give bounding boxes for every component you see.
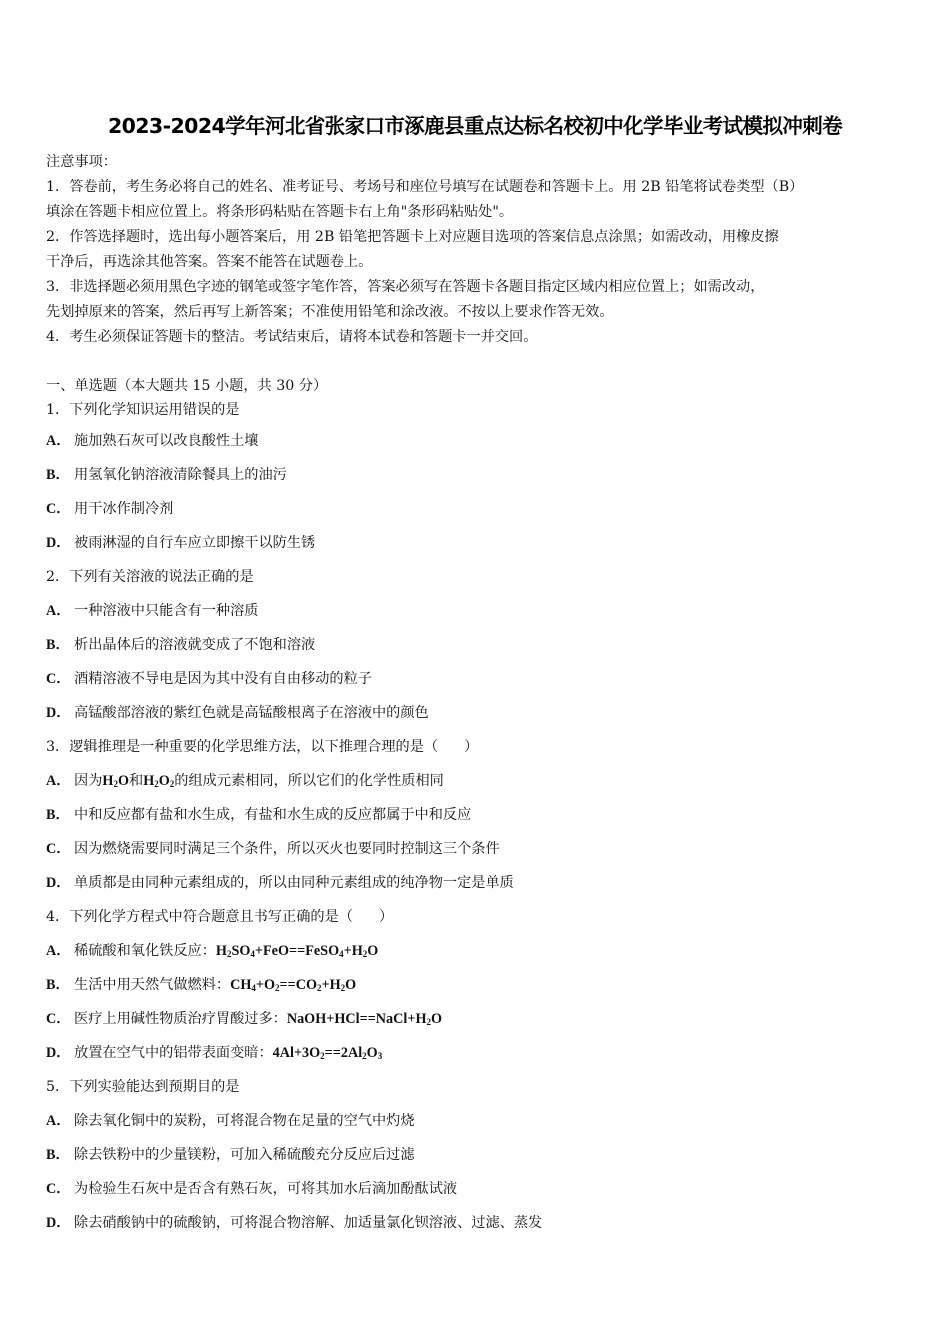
option-text: 放置在空气中的铝带表面变暗： [74,1045,273,1061]
formula-h2o: $H_2O$ [102,773,129,789]
question-number: 5． [46,1079,70,1095]
option-letter: B． [46,977,70,993]
notice-line: 2．作答选择题时，选出每小题答案后，用 2B 铅笔把答题卡上对应题目选项的答案信息点涂黑；如需改动，用橡皮擦 [46,229,779,245]
option-text: 除去硝酸钠中的硫酸钠，可将混合物溶解、加适量氯化钡溶液、过滤、蒸发 [74,1215,543,1231]
question-5-stem [46,1075,906,1109]
question-3-option-d [46,871,906,905]
option-letter: B． [46,637,70,653]
question-4-option-a [46,939,906,973]
question-number: 2． [46,569,70,585]
formula-h2o2: $H_2O_2$ [143,773,175,789]
option-text: 被雨淋湿的自行车应立即擦干以防生锈 [74,535,316,551]
option-text: 因为 [74,773,103,789]
option-text: 为检验生石灰中是否含有熟石灰，可将其加水后滴加酚酞试液 [74,1181,458,1197]
chemical-equation: $H_2SO_4+FeO==FeSO_4+H_2O$ [215,943,379,959]
question-1-option-c [46,497,906,531]
question-paren-close: ） [378,909,394,925]
option-letter: C． [46,671,71,687]
option-letter: C． [46,501,71,517]
option-text: 除去氧化铜中的炭粉，可将混合物在足量的空气中灼烧 [74,1113,415,1129]
option-text: 施加熟石灰可以改良酸性土壤 [74,433,259,449]
question-3-option-b [46,803,906,837]
question-5-option-d [46,1211,906,1245]
question-5-option-a [46,1109,906,1143]
question-text: 下列化学方程式中符合题意且书写正确的是（ [69,909,353,925]
question-3-option-a [46,769,906,803]
notice-line: 4．考生必须保证答题卡的整洁。考试结束后，请将本试卷和答题卡一并交回。 [46,329,538,345]
option-letter: D． [46,705,71,721]
option-letter: B． [46,1147,70,1163]
option-letter: A． [46,603,71,619]
question-text: 下列实验能达到预期目的是 [69,1079,240,1095]
option-text: 单质都是由同种元素组成的，所以由同种元素组成的纯净物一定是单质 [74,875,514,891]
option-letter: C． [46,1181,71,1197]
question-2-option-b [46,633,906,667]
option-letter: B． [46,807,70,823]
option-text: 生活中用天然气做燃料： [74,977,231,993]
option-letter: D． [46,535,71,551]
question-1-option-a [46,429,906,463]
option-letter: D． [46,1215,71,1231]
question-4-option-c [46,1007,906,1041]
question-text: 下列化学知识运用错误的是 [69,402,240,418]
notice-heading: 注意事项： [46,154,117,170]
question-1-option-d [46,531,906,565]
option-text: 和 [128,773,144,789]
option-text: 酒精溶液不导电是因为其中没有自由移动的粒子 [74,671,372,687]
question-1-option-b [46,463,906,497]
option-letter: C． [46,841,71,857]
notice-line: 先划掉原来的答案，然后再写上新答案；不准使用铅笔和涂改液。不按以上要求作答无效。 [46,304,614,320]
question-number: 3． [46,739,70,755]
notice-line: 干净后，再选涂其他答案。答案不能答在试题卷上。 [46,254,373,270]
question-4-stem [46,905,906,939]
option-text: 用干冰作制冷剂 [74,501,174,517]
option-text: 稀硫酸和氧化铁反应： [74,943,216,959]
option-letter: A． [46,433,71,449]
question-4-option-d [46,1041,906,1075]
chemical-equation: $CH_4+O_2==CO_2+H_2O$ [230,977,357,993]
question-3-option-c [46,837,906,871]
question-number: 4． [46,909,70,925]
option-text: 的组成元素相同，所以它们的化学性质相同 [174,773,444,789]
question-text: 逻辑推理是一种重要的化学思维方法，以下推理合理的是（ [69,739,439,755]
option-letter: A． [46,1113,71,1129]
option-text: 析出晶体后的溶液就变成了不饱和溶液 [74,637,316,653]
notice-block [46,150,906,350]
chemical-equation: $NaOH+HCl==NaCl+H_2O$ [286,1011,443,1027]
option-text: 用氢氧化钠溶液清除餐具上的油污 [74,467,287,483]
question-2-option-a [46,599,906,633]
section-heading: 一、单选题（本大题共 15 小题，共 30 分） [46,378,328,394]
question-1-stem [46,398,906,429]
option-text: 一种溶液中只能含有一种溶质 [74,603,259,619]
notice-line: 3．非选择题必须用黑色字迹的钢笔或签字笔作答，答案必须写在答题卡各题目指定区域内相应位置上；如需改动， [46,279,765,295]
option-text: 除去铁粉中的少量镁粉，可加入稀硫酸充分反应后过滤 [74,1147,415,1163]
notice-line: 1．答卷前，考生务必将自己的姓名、准考证号、考场号和座位号填写在试题卷和答题卡上。用 2B 铅笔将试卷类型（B） [46,179,804,195]
option-text: 医疗上用碱性物质治疗胃酸过多： [74,1011,287,1027]
notice-line: 填涂在答题卡相应位置上。将条形码粘贴在答题卡右上角"条形码粘贴处"。 [46,204,514,220]
option-text: 中和反应都有盐和水生成，有盐和水生成的反应都属于中和反应 [74,807,472,823]
document-title: 2023-2024学年河北省张家口市涿鹿县重点达标名校初中化学毕业考试模拟冲刺卷 [107,114,843,138]
question-2-stem [46,565,906,599]
option-letter: D． [46,1045,71,1061]
question-text: 下列有关溶液的说法正确的是 [69,569,254,585]
option-letter: C． [46,1011,71,1027]
option-letter: D． [46,875,71,891]
question-5-option-b [46,1143,906,1177]
question-3-stem [46,735,906,769]
question-4-option-b [46,973,906,1007]
chemical-equation: $4Al+3O_2==2Al_2O_3$ [272,1045,383,1061]
option-letter: A． [46,773,71,789]
option-letter: B． [46,467,70,483]
question-number: 1． [46,402,70,418]
question-2-option-d [46,701,906,735]
question-paren-close: ） [464,739,479,755]
option-text: 因为燃烧需要同时满足三个条件，所以灭火也要同时控制这三个条件 [74,841,500,857]
question-5-option-c [46,1177,906,1211]
option-text: 高锰酸部溶液的紫红色就是高锰酸根离子在溶液中的颜色 [74,705,429,721]
single-choice-section [46,374,906,1245]
question-2-option-c [46,667,906,701]
option-letter: A． [46,943,71,959]
